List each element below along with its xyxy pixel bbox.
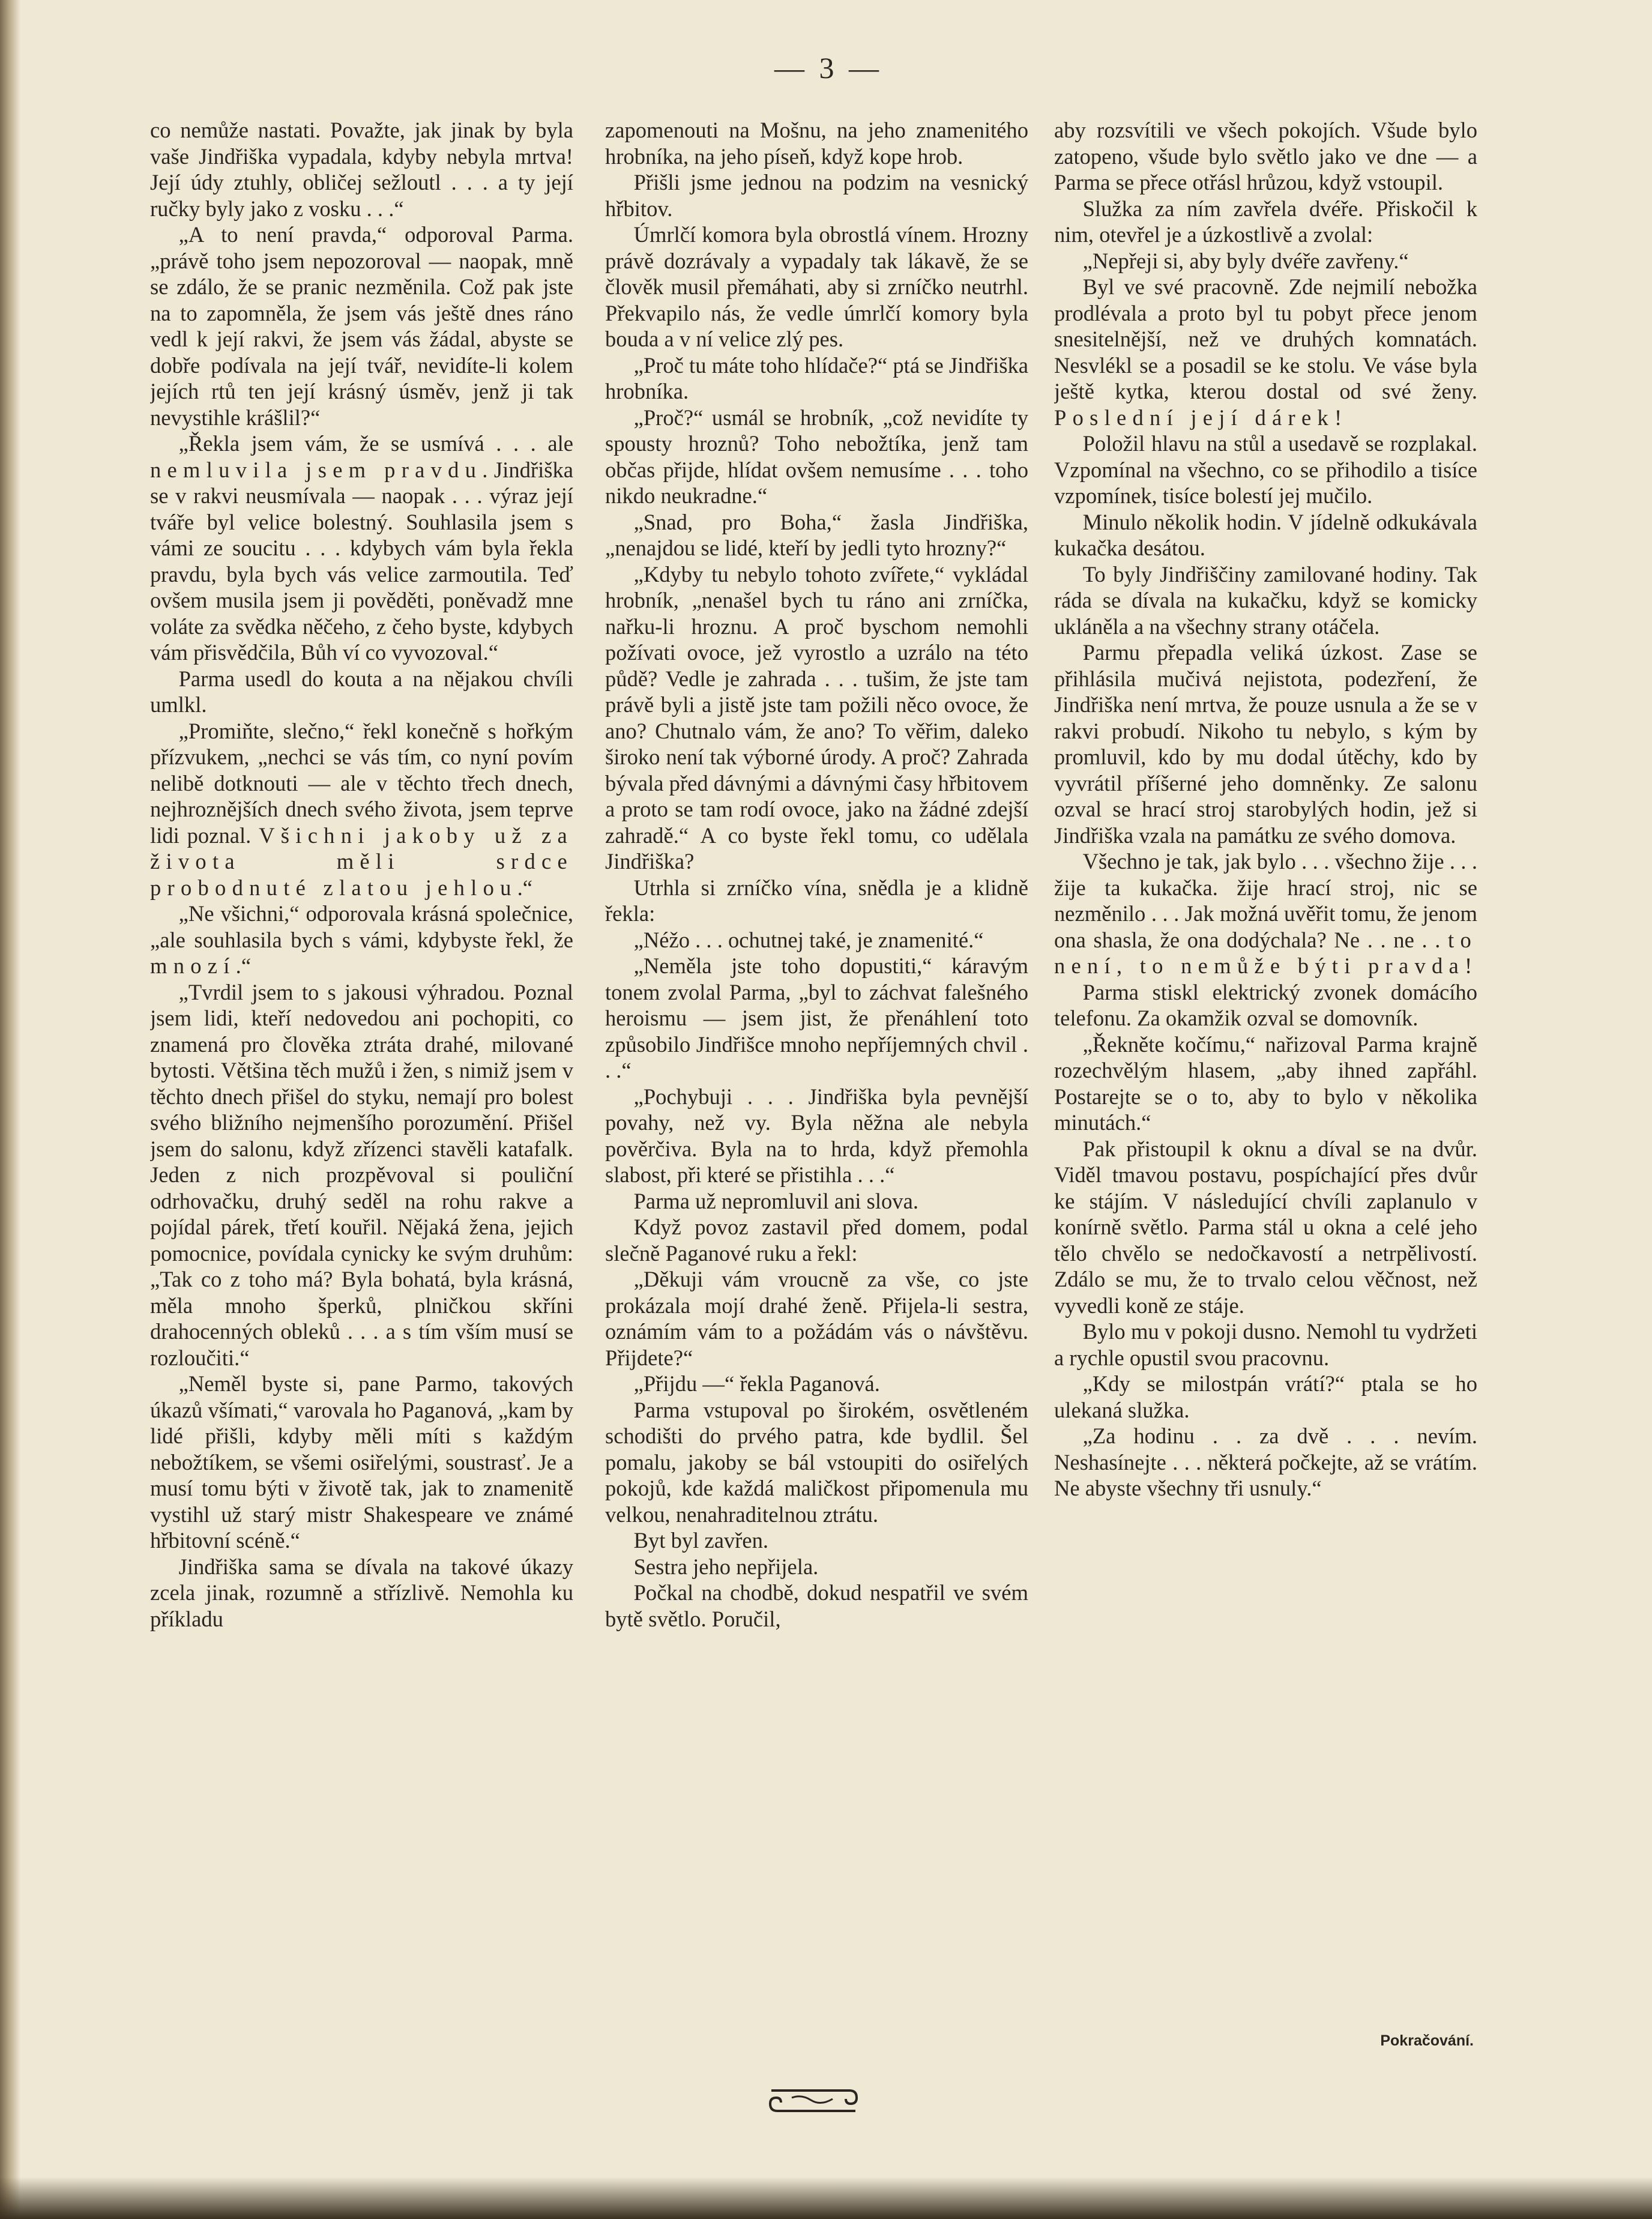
- paragraph: [1054, 274, 1477, 430]
- emphasized-text: to není, to nemůže býti pravda: [1054, 927, 1477, 978]
- text-segment: Jindřiška sama se dívala na takové úkazy zcela jinak, rozumně a střízlivě. Nemohla ku příkladu: [150, 1554, 573, 1631]
- paragraph: [150, 666, 573, 718]
- text-segment: „Promiňte, slečno,“ řekl konečně s hořkým přízvukem, „nechci se vás tím, co nyní povím nelibě dotknouti — ale v těchto třech dnech, nejhroznějších dnech svého života, jsem teprve lidi poznal.: [150, 718, 573, 848]
- text-segment: Položil hlavu na stůl a usedavě se rozplakal. Vzpomínal na všechno, co se přihodilo a tisíce vzpomínek, tisíce bolestí jej mučilo.: [1054, 431, 1477, 508]
- paragraph: [605, 352, 1028, 405]
- text-segment: Pak přistoupil k oknu a díval se na dvůr. Viděl tmavou postavu, pospíchající přes dvůr ke stájím. V následující chvíli zaplanulo v konírně světlo. Parma stál u okna a celé jeho tělo chvělo se nedočkavostí a netrpělivostí. Zdálo se mu, že to trvalo celou věčnost, než vyvedli koně ze stáje.: [1054, 1136, 1477, 1318]
- paragraph: [1054, 1371, 1477, 1423]
- text-segment: „Děkuji vám vroucně za vše, co jste prokázala mojí drahé ženě. Přijela-li sestra, oznámím vám to a požádám vás o návštěvu. Přijdete?“: [605, 1267, 1028, 1370]
- text-column-3: [1054, 117, 1477, 2038]
- paragraph: [605, 1214, 1028, 1266]
- text-segment: co nemůže nastati. Považte, jak jinak by byla vaše Jindřiška vypadala, kdyby nebyla mrtva! Její údy ztuhly, obličej sežloutl . . . a ty její ručky byly jako z vosku . . .“: [150, 118, 573, 221]
- paragraph: [605, 1527, 1028, 1554]
- text-segment: Sestra jeho nepřijela.: [633, 1554, 819, 1579]
- text-segment: „Neměl byste si, pane Parmo, takových úkazů všímati,“ varovala ho Paganová, „kam by lidé přišli, kdyby měli míti s každým nebožtíkem, se všemi osiřelými, soustrasť. Je a musí tomu býti v životě tak, jak to znamenitě vystihl už starý mistr Shakespeare ve známé hřbitovní scéně.“: [150, 1371, 573, 1553]
- paragraph: [605, 117, 1028, 169]
- text-segment: „Tvrdil jsem to s jakousi výhradou. Poznal jsem lidi, kteří nedovedou ani pochopiti, co znamená pro člověka ztráta drahé, milované bytosti. Většina těch mužů i žen, s nimiž jsem v těchto dnech přišel do styku, nemají pro bolest svého bližního nejmenšího porozumění. Přišel jsem do salonu, když zřízenci stavěli katafalk. Jeden z nich prozpěvoval si pouliční odrhovačku, druhý seděl na rohu rakve a pojídal párek, třetí kouřil. Nějaká žena, jejich pomocnice, povídala cynicky ke svým druhům: „Tak co z toho má? Byla bohatá, byla krásná, měla mnoho šperků, plničkou skříni drahocenných obleků . . . a s tím vším musí se rozloučiti.“: [150, 979, 573, 1370]
- paragraph: [605, 561, 1028, 875]
- paragraph: [150, 430, 573, 666]
- paragraph: [1054, 1031, 1477, 1136]
- text-segment: „Neměla jste toho dopustiti,“ káravým tonem zvolal Parma, „byl to záchvat falešného heroismu — jsem jist, že přenáhlení toto způsobilo Jindřišce mnoho nepříjemných chvil . . .“: [605, 953, 1028, 1082]
- paragraph: [150, 979, 573, 1371]
- text-segment: „Proč?“ usmál se hrobník, „což nevidíte ty spousty hroznů? Toho nebožtíka, jenž tam občas přijde, hlídat ovšem nemusíme . . . toho nikdo neukradne.“: [605, 405, 1028, 508]
- paragraph: [1054, 196, 1477, 248]
- paragraph: [605, 222, 1028, 352]
- paragraph: [150, 1554, 573, 1632]
- text-segment: Všechno je tak, jak bylo . . . všechno žije . . . žije ta kukačka. žije hrací stroj, nic se nezměnilo . . . Jak možná uvěřit tomu, že jenom ona shasla, že ona dodýchala? Ne . . ne . .: [1054, 849, 1477, 952]
- text-segment: !: [1465, 953, 1473, 978]
- emphasized-text: nemluvila jsem pravdu: [150, 457, 483, 482]
- paragraph: [150, 901, 573, 979]
- text-segment: „Řekněte kočímu,“ nařizoval Parma krajně rozechvělým hlasem, „aby ihned zapřáhl. Postarejte se o to, aby to bylo v několika minutách.“: [1054, 1031, 1477, 1135]
- paragraph: [1054, 248, 1477, 274]
- paragraph: [1054, 561, 1477, 640]
- text-segment: To byly Jindřiščiny zamilované hodiny. Tak ráda se dívala na kukačku, když se komicky ukláněla a na všechny strany otáčela.: [1054, 561, 1477, 639]
- paragraph: [1054, 509, 1477, 561]
- paragraph: [1054, 430, 1477, 509]
- text-segment: Minulo několik hodin. V jídelně odkukávala kukačka desátou.: [1054, 509, 1477, 560]
- text-segment: Přišli jsme jednou na podzim na vesnický hřbitov.: [605, 170, 1028, 221]
- text-segment: „Kdyby tu nebylo tohoto zvířete,“ vykládal hrobník, „nenašel bych tu ráno ani zrníčka, nařku-li hroznu. A proč byschom nemohli požívati ovoce, jež vyrostlo a uzrálo na této půdě? Vedle je zahrada . . . tušim, že jste tam právě byli a jistě jste tam požili něco ovoce, že ano? Chutnalo vám, že ano? To věřim, daleko široko není tak výborné úrody. A proč? Zahrada bývala před dávnými a dávnými časy hřbitovem a proto se tam rodí ovoce, jako na žádné zdejší zahradě.“ A co byste řekl tomu, co udělala Jindřiška?: [605, 561, 1028, 874]
- text-segment: Parma vstupoval po širokém, osvětleném schodišti do prvého patra, kde bydlil. Šel pomalu, jakoby se bál vstoupiti do osiřelých pokojů, kde každá maličkost připomenula mu velkou, nenahraditelnou ztrátu.: [605, 1397, 1028, 1527]
- text-segment: !: [1334, 405, 1342, 430]
- text-segment: Když povoz zastavil před domem, podal slečně Paganové ruku a řekl:: [605, 1215, 1028, 1266]
- paragraph: [150, 222, 573, 430]
- paragraph: [605, 1266, 1028, 1371]
- continuation-note: Pokračování.: [1380, 2032, 1474, 2049]
- paragraph: [1054, 848, 1477, 979]
- paragraph: [1054, 1423, 1477, 1502]
- text-segment: „Proč tu máte toho hlídače?“ ptá se Jindřiška hrobníka.: [605, 352, 1028, 403]
- paragraph: [605, 1188, 1028, 1215]
- paragraph: [1054, 1136, 1477, 1319]
- text-segment: „Řekla jsem vám, že se usmívá . . . ale: [178, 431, 573, 456]
- paragraph: [605, 927, 1028, 953]
- text-segment: Bylo mu v pokoji dusno. Nemohl tu vydržeti a rychle opustil svou pracovnu.: [1054, 1319, 1477, 1370]
- paragraph: [605, 405, 1028, 509]
- paragraph: [605, 1580, 1028, 1632]
- paragraph: [605, 509, 1028, 561]
- text-segment: aby rozsvítili ve všech pokojích. Všude bylo zatopeno, všude bylo světlo jako ve dne — a Parma se přece otřásl hrůzou, když vstoupil.: [1054, 118, 1477, 195]
- page-number: — 3 —: [774, 51, 882, 85]
- text-segment: Byt byl zavřen.: [633, 1528, 769, 1553]
- paragraph: [1054, 1318, 1477, 1371]
- text-segment: .“: [235, 953, 252, 978]
- paragraph: [605, 169, 1028, 222]
- text-segment: Parma usedl do kouta a na nějakou chvíli umlkl.: [150, 666, 573, 717]
- text-segment: „Ne všichni,“ odporovala krásná společnice, „ale souhlasila bych s vámi, kdybyste řekl, že: [150, 901, 573, 952]
- paragraph: [1054, 979, 1477, 1031]
- text-segment: „Za hodinu . . za dvě . . . nevím. Neshasínejte . . . některá počkejte, až se vrátím. Ne abyste všechny tři usnuly.“: [1054, 1423, 1477, 1500]
- text-segment: Byl ve své pracovně. Zde nejmilí nebožka prodlévala a proto byl tu pobyt přece jenom snesitelnější, než ve druhých komnatách. Nesvlékl se a posadil se ke stolu. Ve váse byla ještě kytka, kterou dostal od své ženy.: [1054, 274, 1477, 403]
- text-segment: Utrhla si zrníčko vína, snědla je a klidně řekla:: [605, 875, 1028, 926]
- paragraph: [605, 1397, 1028, 1528]
- text-segment: Parma stiskl elektrický zvonek domácího telefonu. Za okamžik ozval se domovník.: [1054, 979, 1477, 1030]
- page-gutter-shadow: [0, 0, 20, 2219]
- text-column-2: [605, 117, 1028, 2038]
- text-segment: zapomenouti na Mošnu, na jeho znamenitého hrobníka, na jeho píseň, když kope hrob.: [605, 118, 1028, 169]
- paragraph: [150, 1371, 573, 1554]
- text-segment: „Néžo . . . ochutnej také, je znamenité.“: [633, 927, 984, 952]
- paragraph: [605, 1084, 1028, 1188]
- paragraph: [150, 718, 573, 901]
- paragraph: [605, 1371, 1028, 1397]
- page-bottom-shadow: [0, 2177, 1652, 2219]
- text-segment: Parmu přepadla veliká úzkost. Zase se přihlásila mučivá nejistota, podezření, že Jindřiška není mrtva, že pouze usnula a že se v rakvi probudí. Nikoho tu nebylo, s kým by promluvil, kdo by mu dodal útěchy, kdo by vyvrátil příšerné jeho domněnky. Ze salonu ozval se hrací stroj starobylých hodin, jež si Jindřiška vzala na památku ze svého domova.: [1054, 640, 1477, 848]
- paragraph: [605, 1554, 1028, 1580]
- text-segment: „Kdy se milostpán vrátí?“ ptala se ho ulekaná služka.: [1054, 1371, 1477, 1422]
- text-segment: Počkal na chodbě, dokud nespatřil ve svém bytě světlo. Poručil,: [605, 1580, 1028, 1631]
- text-segment: Parma už nepromluvil ani slova.: [633, 1188, 918, 1213]
- emphasized-text: mnozí: [150, 953, 236, 978]
- emphasized-text: Všichni jakoby už za života měli srdce probodnuté zlatou jehlou: [150, 823, 573, 900]
- text-segment: „Nepřeji si, aby byly dvéře zavřeny.“: [1082, 248, 1409, 273]
- text-column-1: [150, 117, 573, 2038]
- text-segment: „Přijdu —“ řekla Paganová.: [633, 1371, 880, 1396]
- paragraph: [1054, 117, 1477, 196]
- text-segment: . Jindřiška se v rakvi neusmívala — naopak . . . výraz její tváře byl velice bolestný. Souhlasila jsem s vámi ze soucitu . . . kdybych vám byla řekla pravdu, byla bych vás velice zarmoutila. Teď ovšem musila jsem ji pověděti, poněvadž mne voláte za svědka něčeho, z čeho byste, kdybych vám přisvědčila, Bůh ví co vyvozoval.“: [150, 457, 573, 665]
- text-segment: Služka za ním zavřela dvéře. Přiskočil k nim, otevřel je a úzkostlivě a zvolal:: [1054, 196, 1477, 247]
- text-segment: „Snad, pro Boha,“ žasla Jindřiška, „nenajdou se lidé, kteří by jedli tyto hrozny?“: [605, 509, 1028, 560]
- scroll-ornament-icon: [765, 2083, 861, 2118]
- paragraph: [150, 117, 573, 222]
- text-segment: „A to není pravda,“ odporoval Parma. „právě toho jsem nepozoroval — naopak, mně se zdálo, že se pranic nezměnila. Což pak jste na to zapomněla, že jsem vás ještě dnes ráno vedl k její rakvi, že jsem vás žádal, abyste se dobře podívala na její tvář, nevidíte-li kolem jejích rtů ten její krásný úsměv, jenž ji tak nevystihle krášlil?“: [150, 222, 573, 430]
- emphasized-text: Poslední její dárek: [1054, 405, 1334, 430]
- paragraph: [605, 875, 1028, 927]
- text-segment: Úmrlčí komora byla obrostlá vínem. Hrozny právě dozrávaly a vypadaly tak lákavě, že se člověk musil přemáhati, aby si zrníčko neutrhl. Překvapilo nás, že vedle úmrlčí komory byla bouda a v ní velice zlý pes.: [605, 222, 1028, 351]
- paragraph: [1054, 639, 1477, 848]
- paragraph: [605, 953, 1028, 1084]
- text-segment: „Pochybuji . . . Jindřiška byla pevnější povahy, než vy. Byla něžna ale nebyla pověrčiva. Byla na to hrda, když přemohla slabost, při které se přistihla . . .“: [605, 1084, 1028, 1187]
- text-segment: .“: [517, 875, 533, 900]
